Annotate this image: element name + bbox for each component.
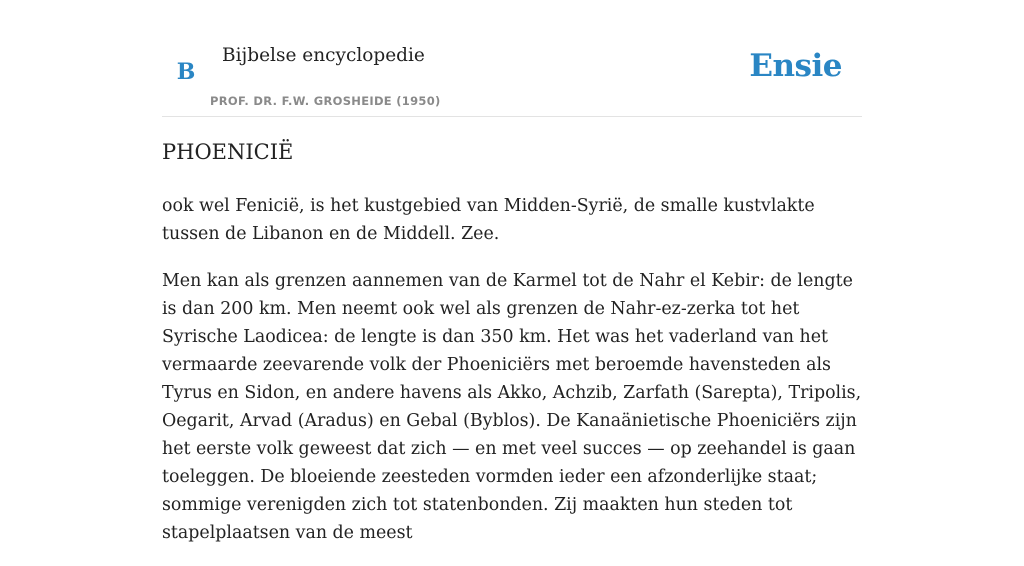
article-paragraph-1: ook wel Fenicië, is het kustgebied van Midden-Syrië, de smalle kustvlakte tussen de Libanon en de Middell. Zee. bbox=[162, 196, 815, 244]
article-body bbox=[162, 192, 862, 566]
page bbox=[162, 0, 862, 543]
book-author: PROF. DR. F.W. GROSHEIDE (1950) bbox=[210, 94, 441, 108]
article-paragraph-2: Men kan als grenzen aannemen van de Karmel tot de Nahr el Kebir: de lengte is dan 200 km. Men neemt ook wel als grenzen de Nahr-ez-zerka tot het Syrische Laodicea: de lengte is dan 350 km. Het was het vaderland van het vermaarde zeevarende volk der Phoeniciërs met beroemde havensteden als Tyrus en Sidon, en andere havens als Akko, Achzib, Zarfath (Sarepta), Tripolis, Oegarit, Arvad (Aradus) en Gebal (Byblos). De Kanaänietische Phoeniciërs zijn het eerste volk geweest dat zich — en met veel succes — op zeehandel is gaan toeleggen. De bloeiende zeesteden vormden ieder een afzonderlijke staat; sommige verenigden zich tot statenbonden. Zij maakten hun steden tot stapelplaatsen van de meest bbox=[162, 271, 862, 543]
book-title-link[interactable]: Bijbelse encyclopedie bbox=[222, 45, 425, 66]
book-header bbox=[162, 0, 862, 117]
article-title: PHOENICIË bbox=[162, 140, 294, 164]
ensie-logo-link[interactable]: Ensie bbox=[749, 48, 842, 84]
book-badge-icon[interactable]: B bbox=[176, 59, 196, 85]
